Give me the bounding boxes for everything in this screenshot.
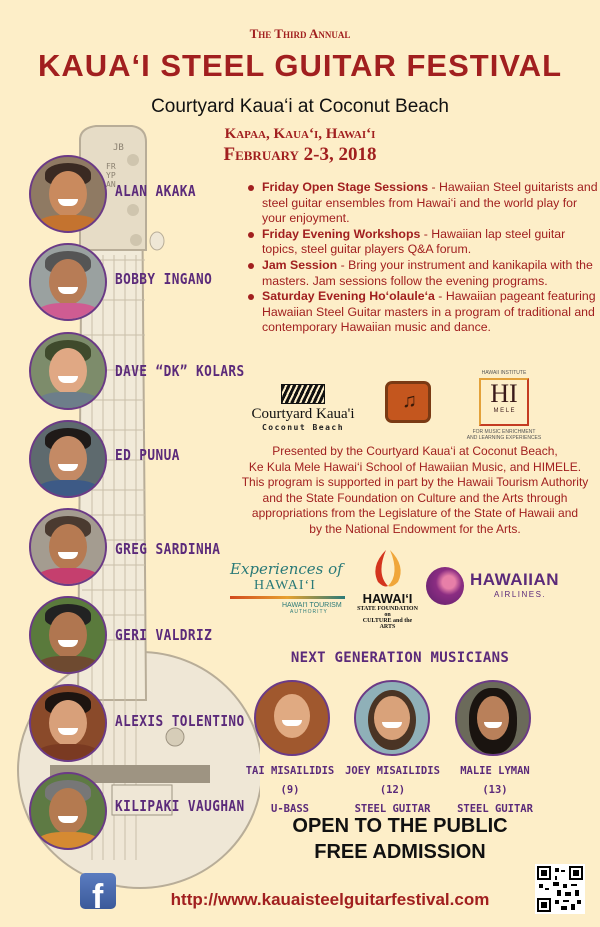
performer-name: KILIPAKI VAUGHAN — [115, 797, 245, 815]
venue-name: Courtyard Kaua‘i at Coconut Beach — [151, 96, 449, 117]
musician-name: MALIE LYMAN (13) — [460, 765, 530, 796]
sfca-line2: CULTURE and the ARTS — [362, 618, 413, 630]
performer-photo-greg-sardinha — [29, 508, 107, 586]
performer-name: GERI VALDRIZ — [115, 626, 213, 644]
next-gen-heading: NEXT GENERATION MUSICIANS — [290, 650, 510, 666]
sponsor-statement: Presented by the Courtyard Kaua‘i at Coconut Beach, Ke Kula Mele Hawai‘i School of Hawaiian Music, and HIMELE. This program is supported in part by the Hawaii Tourism Authority and the State Foundation on Culture and the Arts through appropriations from the Legislature of the State of Hawaii and by the National Endowment for the Arts. — [241, 444, 589, 536]
musician-label — [445, 762, 545, 819]
musician-name: JOEY MISAILIDIS (12) — [345, 765, 440, 796]
performer-name: ALEXIS TOLENTINO — [115, 712, 245, 730]
facebook-button[interactable] — [80, 873, 116, 909]
musician-instrument: STEEL GUITAR — [457, 803, 533, 815]
himele-tag1: FOR MUSIC ENRICHMENT — [472, 429, 536, 435]
musician-label — [240, 762, 340, 819]
airline-main: HAWAIIAN — [470, 570, 559, 589]
himele-top: HAWAII INSTITUTE — [481, 370, 527, 376]
festival-kicker: The Third Annual — [249, 26, 351, 41]
qr-code-icon — [537, 866, 583, 912]
event-item: Friday Open Stage Sessions - Hawaiian Steel guitarists and steel guitar ensembles from Hawai‘i and the world play for your enjoyment. — [248, 180, 600, 227]
hawaiian-airlines-logo — [426, 567, 576, 607]
events-list — [248, 180, 600, 336]
courtyard-logo-sub: Coconut Beach — [261, 423, 345, 432]
experiences-of-hawaii-logo — [230, 560, 345, 615]
experiences-script: Experiences of — [230, 560, 343, 578]
musician-label — [340, 762, 445, 819]
performer-name: BOBBY INGANO — [115, 270, 213, 288]
event-item: Saturday Evening Ho‘olaule‘a - Hawaiian pageant featuring Hawaiian Steel Guitar masters in a program of traditional and contemporary Hawaiian music and dance. — [248, 289, 600, 336]
musician-instrument: U-BASS — [271, 803, 309, 815]
performer-photo-alan-akaka — [29, 155, 107, 233]
performer-name: ED PUNUA — [115, 446, 180, 464]
courtyard-logo — [243, 384, 363, 432]
musician-name: TAI MISAILIDIS (9) — [245, 765, 335, 796]
event-item: Friday Evening Workshops - Hawaiian lap steel guitar topics, steel guitar players Q&A forum. — [248, 227, 600, 258]
performer-photo-bobby-ingano — [29, 243, 107, 321]
performer-photo-dave-kolars — [29, 332, 107, 410]
courtyard-logo-mark — [281, 384, 325, 404]
sfca-logo — [355, 548, 420, 630]
himele-tag2: AND LEARNING EXPERIENCES — [466, 435, 542, 441]
performer-name: DAVE “DK” KOLARS — [115, 362, 245, 380]
experiences-swoosh — [230, 596, 345, 599]
website-link[interactable]: http://www.kauaisteelguitarfestival.com — [170, 890, 490, 909]
sfca-line1: STATE FOUNDATION on — [357, 606, 418, 618]
himele-logo — [454, 370, 554, 441]
experiences-main: HAWAI‘I — [254, 578, 316, 593]
qr-code[interactable] — [535, 864, 585, 914]
himele-box — [479, 378, 529, 426]
hta-line2: AUTHORITY — [290, 609, 328, 615]
headstock-brand: FRYPAN — [106, 162, 116, 189]
location: Kapaa, Kaua‘i, Hawai‘i — [224, 126, 376, 142]
open-to-public: OPEN TO THE PUBLIC FREE ADMISSION — [292, 815, 508, 863]
performer-photo-alexis-tolentino — [29, 684, 107, 762]
himele-sub: M E L E — [493, 408, 515, 414]
performer-name: ALAN AKAKA — [115, 182, 197, 200]
ke-kula-mele-logo — [388, 384, 428, 420]
airline-sub: AIRLINES. — [494, 590, 547, 599]
festival-title: KAUA‘I STEEL GUITAR FESTIVAL — [37, 48, 562, 83]
performer-photo-kilipaki-vaughan — [29, 772, 107, 850]
musician-photo-tai-misailidis — [254, 680, 330, 756]
musician-photo-malie-lyman — [455, 680, 531, 756]
flame-icon — [368, 548, 408, 588]
courtyard-logo-name: Courtyard Kaua'i — [251, 406, 355, 422]
facebook-icon: f — [92, 878, 104, 909]
himele-main: HI — [490, 379, 518, 408]
hta-line1: HAWAI'I TOURISM — [282, 602, 342, 609]
headstock-logo: JB — [113, 143, 124, 153]
performer-photo-geri-valdriz — [29, 596, 107, 674]
event-item: Jam Session - Bring your instrument and kanikapila with the masters. Jam sessions follow the evening programs. — [248, 258, 600, 289]
musician-instrument: STEEL GUITAR — [354, 803, 431, 815]
performer-name: GREG SARDINHA — [115, 540, 221, 558]
sfca-main: HAWAI‘I — [362, 591, 413, 606]
music-note-icon: ♫ — [402, 390, 417, 412]
performer-photo-ed-punua — [29, 420, 107, 498]
musician-photo-joey-misailidis — [354, 680, 430, 756]
event-dates: February 2-3, 2018 — [223, 144, 377, 165]
pualani-icon — [426, 567, 464, 605]
